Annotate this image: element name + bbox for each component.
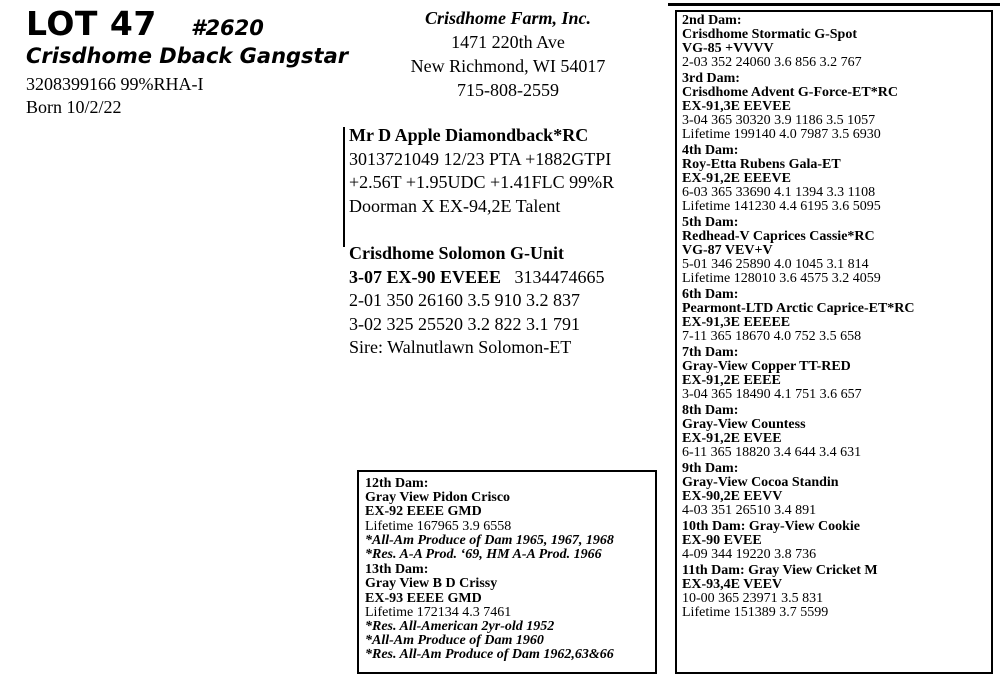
animal-name: Crisdhome Dback Gangstar	[26, 44, 349, 68]
top-rule	[668, 3, 1000, 6]
ancestor-lifetime: Lifetime 172134 4.3 7461	[365, 604, 512, 620]
ancestor-label: 8th Dam:	[682, 403, 739, 418]
ancestor-lifetime: Lifetime 141230 4.4 6195 3.6 5095	[682, 199, 881, 214]
ancestor-name: Gray-View Copper TT-RED	[682, 359, 851, 374]
ancestor-name: Crisdhome Stormatic G-Spot	[682, 27, 857, 42]
ancestor-entry	[682, 520, 991, 562]
ancestor-class: EX-93 EEEE GMD	[365, 590, 482, 606]
ancestor-name: Gray View Pidon Crisco	[365, 490, 511, 506]
ancestor-label: 3rd Dam:	[682, 71, 740, 86]
ancestor-class: EX-90 EVEE	[682, 533, 762, 548]
ancestor-label: 4th Dam:	[682, 143, 739, 158]
ancestor-entry	[682, 144, 991, 214]
ancestor-name: Gray View Cricket M	[748, 563, 878, 578]
ancestor-class: EX-91,2E EEEVE	[682, 171, 791, 186]
dam-classification: 3-07 EX-90 EVEEE	[349, 266, 502, 287]
ancestor-lifetime: Lifetime 151389 3.7 5599	[682, 605, 829, 620]
ancestry-box	[675, 10, 993, 674]
ancestor-note: *Res. All-Am Produce of Dam 1962,63&66	[365, 647, 614, 663]
ancestor-label: 6th Dam:	[682, 287, 739, 302]
ancestor-name: Gray-View Cookie	[748, 519, 860, 534]
animal-registration: 3208399166 99%RHA-I	[26, 74, 204, 94]
ancestor-class: EX-91,3E EEVEE	[682, 99, 791, 114]
farm-info	[400, 6, 616, 102]
ancestor-note: *Res. A-A Prod. ‘69, HM A-A Prod. 1966	[365, 547, 602, 563]
dam-registration: 3134474665	[514, 266, 605, 287]
farm-address-line2: New Richmond, WI 54017	[410, 56, 606, 76]
sire-name: Mr D Apple Diamondback*RC	[349, 125, 589, 145]
ancestor-class: EX-91,2E EVEE	[682, 431, 782, 446]
ancestor-class: EX-91,3E EEEEE	[682, 315, 791, 330]
dam-record1: 2-01 350 26160 3.5 910 3.2 837	[349, 290, 580, 310]
ancestor-entry	[682, 72, 991, 142]
ancestor-entry	[365, 477, 655, 562]
ancestor-record: 3-04 365 30320 3.9 1186 3.5 1057	[682, 113, 876, 128]
ancestor-entry	[682, 462, 991, 518]
sire-line2: +2.56T +1.95UDC +1.41FLC 99%R	[349, 172, 615, 192]
ancestor-lifetime: Lifetime 128010 3.6 4575 3.2 4059	[682, 271, 881, 286]
farm-name: Crisdhome Farm, Inc.	[424, 8, 592, 28]
ancestor-label: 13th Dam:	[365, 562, 429, 578]
ancestor-note: *All-Am Produce of Dam 1960	[365, 633, 544, 649]
sire-line1: 3013721049 12/23 PTA +1882GTPI	[349, 148, 612, 169]
ancestor-record: 2-03 352 24060 3.6 856 3.2 767	[682, 55, 862, 70]
ancestor-entry	[682, 404, 991, 460]
ancestor-label: 12th Dam:	[365, 476, 429, 491]
dam-record2: 3-02 325 25520 3.2 822 3.1 791	[349, 313, 580, 334]
ancestor-name: Redhead-V Caprices Cassie*RC	[682, 229, 875, 244]
ancestor-entry	[682, 14, 991, 70]
ancestor-entry	[682, 346, 991, 402]
dam-block	[349, 242, 605, 360]
ancestor-record: 7-11 365 18670 4.0 752 3.5 658	[682, 329, 862, 344]
ancestor-record: 5-01 346 25890 4.0 1045 3.1 814	[682, 257, 869, 272]
ancestor-record: 3-04 365 18490 4.1 751 3.6 657	[682, 387, 862, 402]
ancestor-class: VG-85 +VVVV	[682, 41, 774, 56]
sire-line3: Doorman X EX-94,2E Talent	[349, 195, 561, 216]
ancestor-record: 4-03 351 26510 3.4 891	[682, 503, 817, 518]
older-ancestry-box	[357, 470, 657, 674]
dam-name: Crisdhome Solomon G-Unit	[349, 243, 565, 263]
ancestor-class: EX-92 EEEE GMD	[365, 504, 482, 520]
ancestor-record: 6-11 365 18820 3.4 644 3.4 631	[682, 445, 862, 460]
ancestor-label: 2nd Dam:	[682, 13, 742, 28]
ancestor-record: 6-03 365 33690 4.1 1394 3.3 1108	[682, 185, 876, 200]
lot-number: LOT 47	[26, 4, 157, 43]
lot-code: #2620	[190, 16, 264, 40]
ancestor-class: EX-90,2E EEVV	[682, 489, 783, 504]
ancestor-name: Gray-View Cocoa Standin	[682, 475, 839, 490]
ancestor-note: *All-Am Produce of Dam 1965, 1967, 1968	[365, 532, 614, 548]
ancestor-label: 9th Dam:	[682, 461, 739, 476]
farm-address-line1: 1471 220th Ave	[451, 32, 565, 52]
ancestor-record: 4-09 344 19220 3.8 736	[682, 547, 817, 562]
dam-sire-line: Sire: Walnutlawn Solomon-ET	[349, 337, 572, 357]
ancestor-note: *Res. All-American 2yr-old 1952	[365, 619, 555, 635]
pedigree-bracket	[343, 127, 345, 247]
ancestor-heading	[682, 520, 991, 534]
ancestor-lifetime: Lifetime 167965 3.9 6558	[365, 518, 512, 534]
ancestor-label: 5th Dam:	[682, 215, 739, 230]
dam-classification-row	[349, 266, 605, 290]
ancestor-name: Pearmont-LTD Arctic Caprice-ET*RC	[682, 301, 915, 316]
ancestor-label: 7th Dam:	[682, 345, 739, 360]
ancestor-entry	[682, 288, 991, 344]
ancestor-label: 11th Dam:	[682, 563, 745, 578]
ancestor-entry	[365, 563, 655, 662]
ancestor-name: Roy-Etta Rubens Gala-ET	[682, 157, 841, 172]
ancestor-label: 10th Dam:	[682, 519, 746, 534]
ancestor-name: Crisdhome Advent G-Force-ET*RC	[682, 85, 898, 100]
ancestor-class: EX-93,4E VEEV	[682, 577, 783, 592]
ancestor-record: 10-00 365 23971 3.5 831	[682, 591, 824, 606]
ancestor-class: EX-91,2E EEEE	[682, 373, 781, 388]
animal-birthdate: Born 10/2/22	[26, 97, 122, 117]
farm-phone: 715-808-2559	[457, 80, 559, 100]
lot-header	[26, 4, 264, 43]
ancestor-lifetime: Lifetime 199140 4.0 7987 3.5 6930	[682, 127, 881, 142]
sire-block	[349, 124, 614, 218]
ancestor-entry	[682, 564, 991, 620]
ancestor-class: VG-87 VEV+V	[682, 243, 773, 258]
ancestor-heading	[682, 564, 991, 578]
ancestor-name: Gray-View Countess	[682, 417, 806, 432]
ancestor-name: Gray View B D Crissy	[365, 576, 498, 592]
ancestor-entry	[682, 216, 991, 286]
